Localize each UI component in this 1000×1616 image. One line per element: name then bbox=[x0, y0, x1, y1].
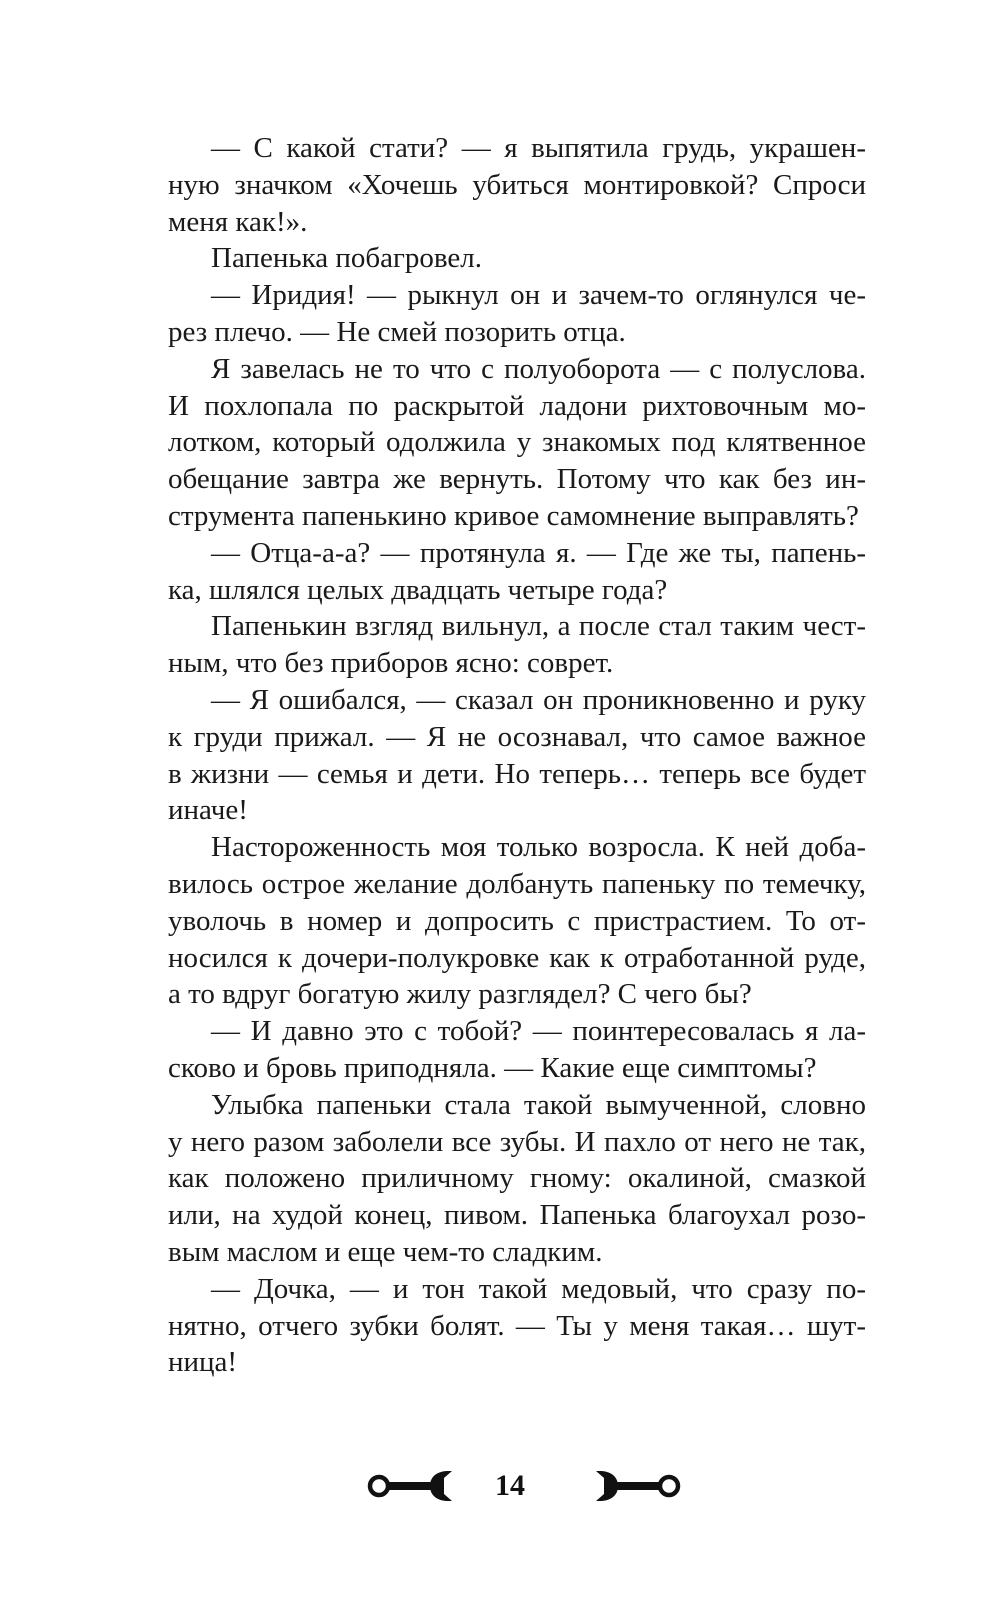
text-line: — Иридия! — рыкнул он и зачем-то оглянулся че- bbox=[211, 279, 866, 312]
text-line: Я завелась не то что с полуоборота — с полуслова. bbox=[211, 352, 866, 385]
text-line: как положено приличному гному: окалиной, смазкой bbox=[168, 1162, 866, 1195]
text-line: ница! bbox=[168, 1346, 238, 1379]
page-footer bbox=[0, 1458, 1000, 1514]
text-line: — И давно это с тобой? — поинтересовалась я ла- bbox=[211, 1015, 866, 1048]
text-line: вилось острое желание долбануть папеньку по темечку, bbox=[168, 867, 866, 900]
wrench-icon bbox=[366, 1468, 462, 1504]
text-line: лотком, который одолжила у знакомых под клятвенное bbox=[168, 426, 866, 459]
text-line: И похлопала по раскрытой ладони рихтовочным мо- bbox=[168, 389, 866, 422]
text-line: — Я ошибался, — сказал он проникновенно и руку bbox=[211, 683, 866, 716]
text-line: ную значком «Хочешь убиться монтировкой? Спроси bbox=[168, 168, 866, 201]
text-line: меня как!». bbox=[168, 205, 308, 238]
text-line: нятно, отчего зубки болят. — Ты у меня такая… шут- bbox=[168, 1309, 866, 1342]
text-line: вым маслом и еще чем-то сладким. bbox=[168, 1235, 603, 1268]
text-line: ным, что без приборов ясно: соврет. bbox=[168, 647, 614, 680]
wrench-icon bbox=[586, 1468, 682, 1504]
text-line: сково и бровь приподняла. — Какие еще симптомы? bbox=[168, 1051, 817, 1084]
text-line: Настороженность моя только возросла. К ней доба- bbox=[211, 831, 866, 864]
text-line: носился к дочери-полукровке как к отработанной руде, bbox=[168, 941, 866, 974]
text-line: у него разом заболели все зубы. И пахло от него не так, bbox=[168, 1125, 866, 1158]
text-line: Папенькин взгляд вильнул, а после стал таким чест- bbox=[211, 610, 866, 643]
text-line: струмента папенькино кривое самомнение выправлять? bbox=[168, 499, 859, 532]
text-line: обещание завтра же вернуть. Потому что как без ин- bbox=[168, 463, 866, 496]
text-line: иначе! bbox=[168, 794, 248, 827]
text-line: — Отца-а-а? — протянула я. — Где же ты, папень- bbox=[211, 536, 866, 569]
text-line: к груди прижал. — Я не осознавал, что самое важное bbox=[168, 720, 866, 753]
text-line: Папенька побагровел. bbox=[211, 242, 482, 275]
text-line: — С какой стати? — я выпятила грудь, украшен- bbox=[211, 132, 866, 164]
text-line: или, на худой конец, пивом. Папенька благоухал розо- bbox=[168, 1199, 866, 1232]
text-line: ка, шлялся целых двадцать четыре года? bbox=[168, 573, 668, 606]
body-text bbox=[168, 130, 866, 1381]
text-line: уволочь в номер и допросить с пристрастием. То от- bbox=[168, 904, 866, 937]
text-line: рез плечо. — Не смей позорить отца. bbox=[168, 315, 626, 348]
text-line: Улыбка папеньки стала такой вымученной, словно bbox=[211, 1088, 866, 1121]
page-number: 14 bbox=[495, 1469, 525, 1502]
text-line: в жизни — семья и дети. Но теперь… теперь все будет bbox=[168, 757, 866, 790]
text-line: а то вдруг богатую жилу разглядел? С чего бы? bbox=[168, 978, 752, 1011]
text-line: — Дочка, — и тон такой медовый, что сразу по- bbox=[211, 1272, 866, 1305]
